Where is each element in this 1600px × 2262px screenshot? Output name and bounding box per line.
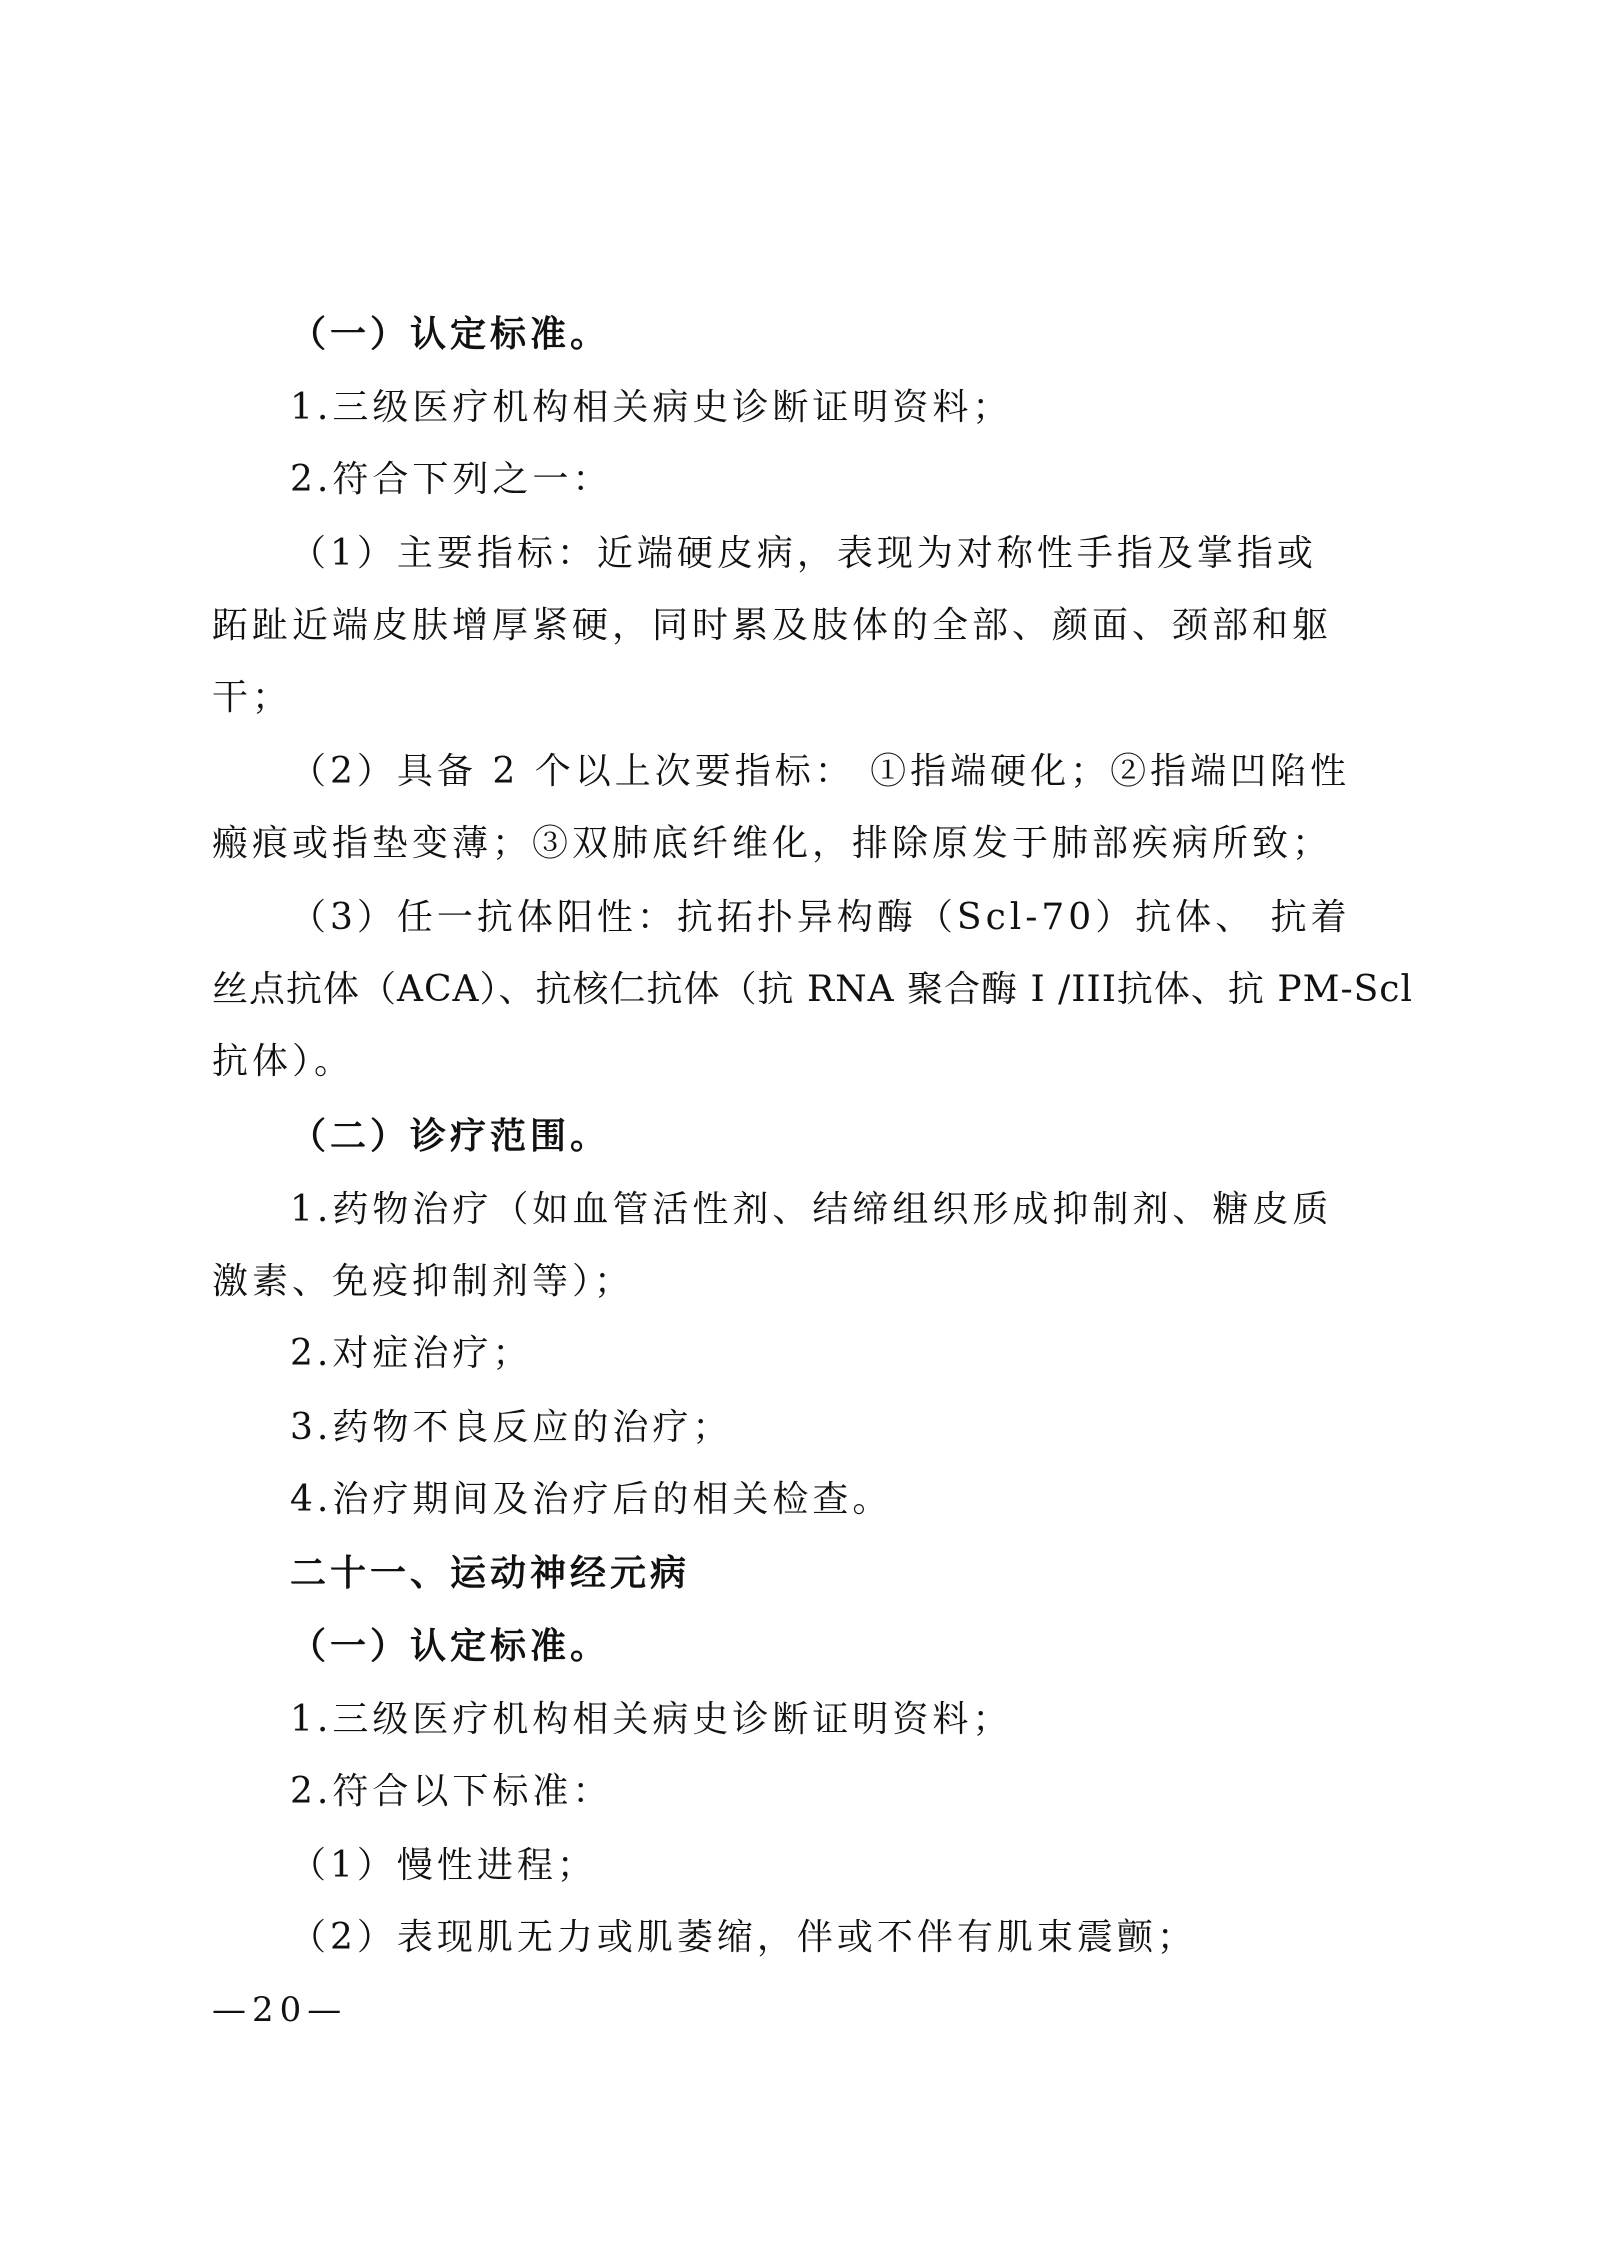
list-item: 2.符合以下标准： — [290, 1771, 613, 1812]
paragraph-line: 抗体）。 — [212, 1041, 355, 1082]
list-item: 1.三级医疗机构相关病史诊断证明资料； — [290, 1699, 1013, 1740]
paragraph-line: （1）主要指标：近端硬皮病，表现为对称性手指及掌指或 — [290, 533, 1317, 574]
page-number: —20— — [212, 1990, 348, 2030]
list-item: （1）慢性进程； — [290, 1845, 597, 1886]
list-item: 2.符合下列之一： — [290, 459, 613, 500]
list-item: （2）表现肌无力或肌萎缩，伴或不伴有肌束震颤； — [290, 1917, 1197, 1958]
list-item: 4.治疗期间及治疗后的相关检查。 — [290, 1479, 893, 1520]
paragraph-line: 干； — [212, 677, 293, 718]
list-item: 1.药物治疗（如血管活性剂、结缔组织形成抑制剂、糖皮质 — [290, 1189, 1333, 1230]
section-heading-scope: （二）诊疗范围。 — [290, 1115, 611, 1157]
list-item: 1.三级医疗机构相关病史诊断证明资料； — [290, 387, 1013, 428]
paragraph-line: （3）任一抗体阳性：抗拓扑异构酶（Scl-70）抗体、 抗着 — [290, 897, 1351, 938]
list-item: 激素、免疫抑制剂等）； — [212, 1261, 635, 1302]
paragraph-line: 跖趾近端皮肤增厚紧硬，同时累及肢体的全部、颜面、颈部和躯 — [212, 605, 1333, 646]
list-item: 3.药物不良反应的治疗； — [290, 1407, 733, 1448]
list-item: 2.对症治疗； — [290, 1333, 533, 1374]
section-heading-identification: （一）认定标准。 — [290, 313, 611, 355]
paragraph-line: （2）具备 2 个以上次要指标： ①指端硬化；②指端凹陷性 — [290, 751, 1351, 792]
section-heading-identification: （一）认定标准。 — [290, 1625, 611, 1667]
chapter-heading: 二十一、运动神经元病 — [290, 1553, 691, 1594]
paragraph-line: 瘢痕或指垫变薄；③双肺底纤维化，排除原发于肺部疾病所致； — [212, 823, 1333, 864]
paragraph-line: 丝点抗体（ACA）、抗核仁抗体（抗 RNA 聚合酶 I /III抗体、抗 PM-Scl — [212, 969, 1413, 1010]
